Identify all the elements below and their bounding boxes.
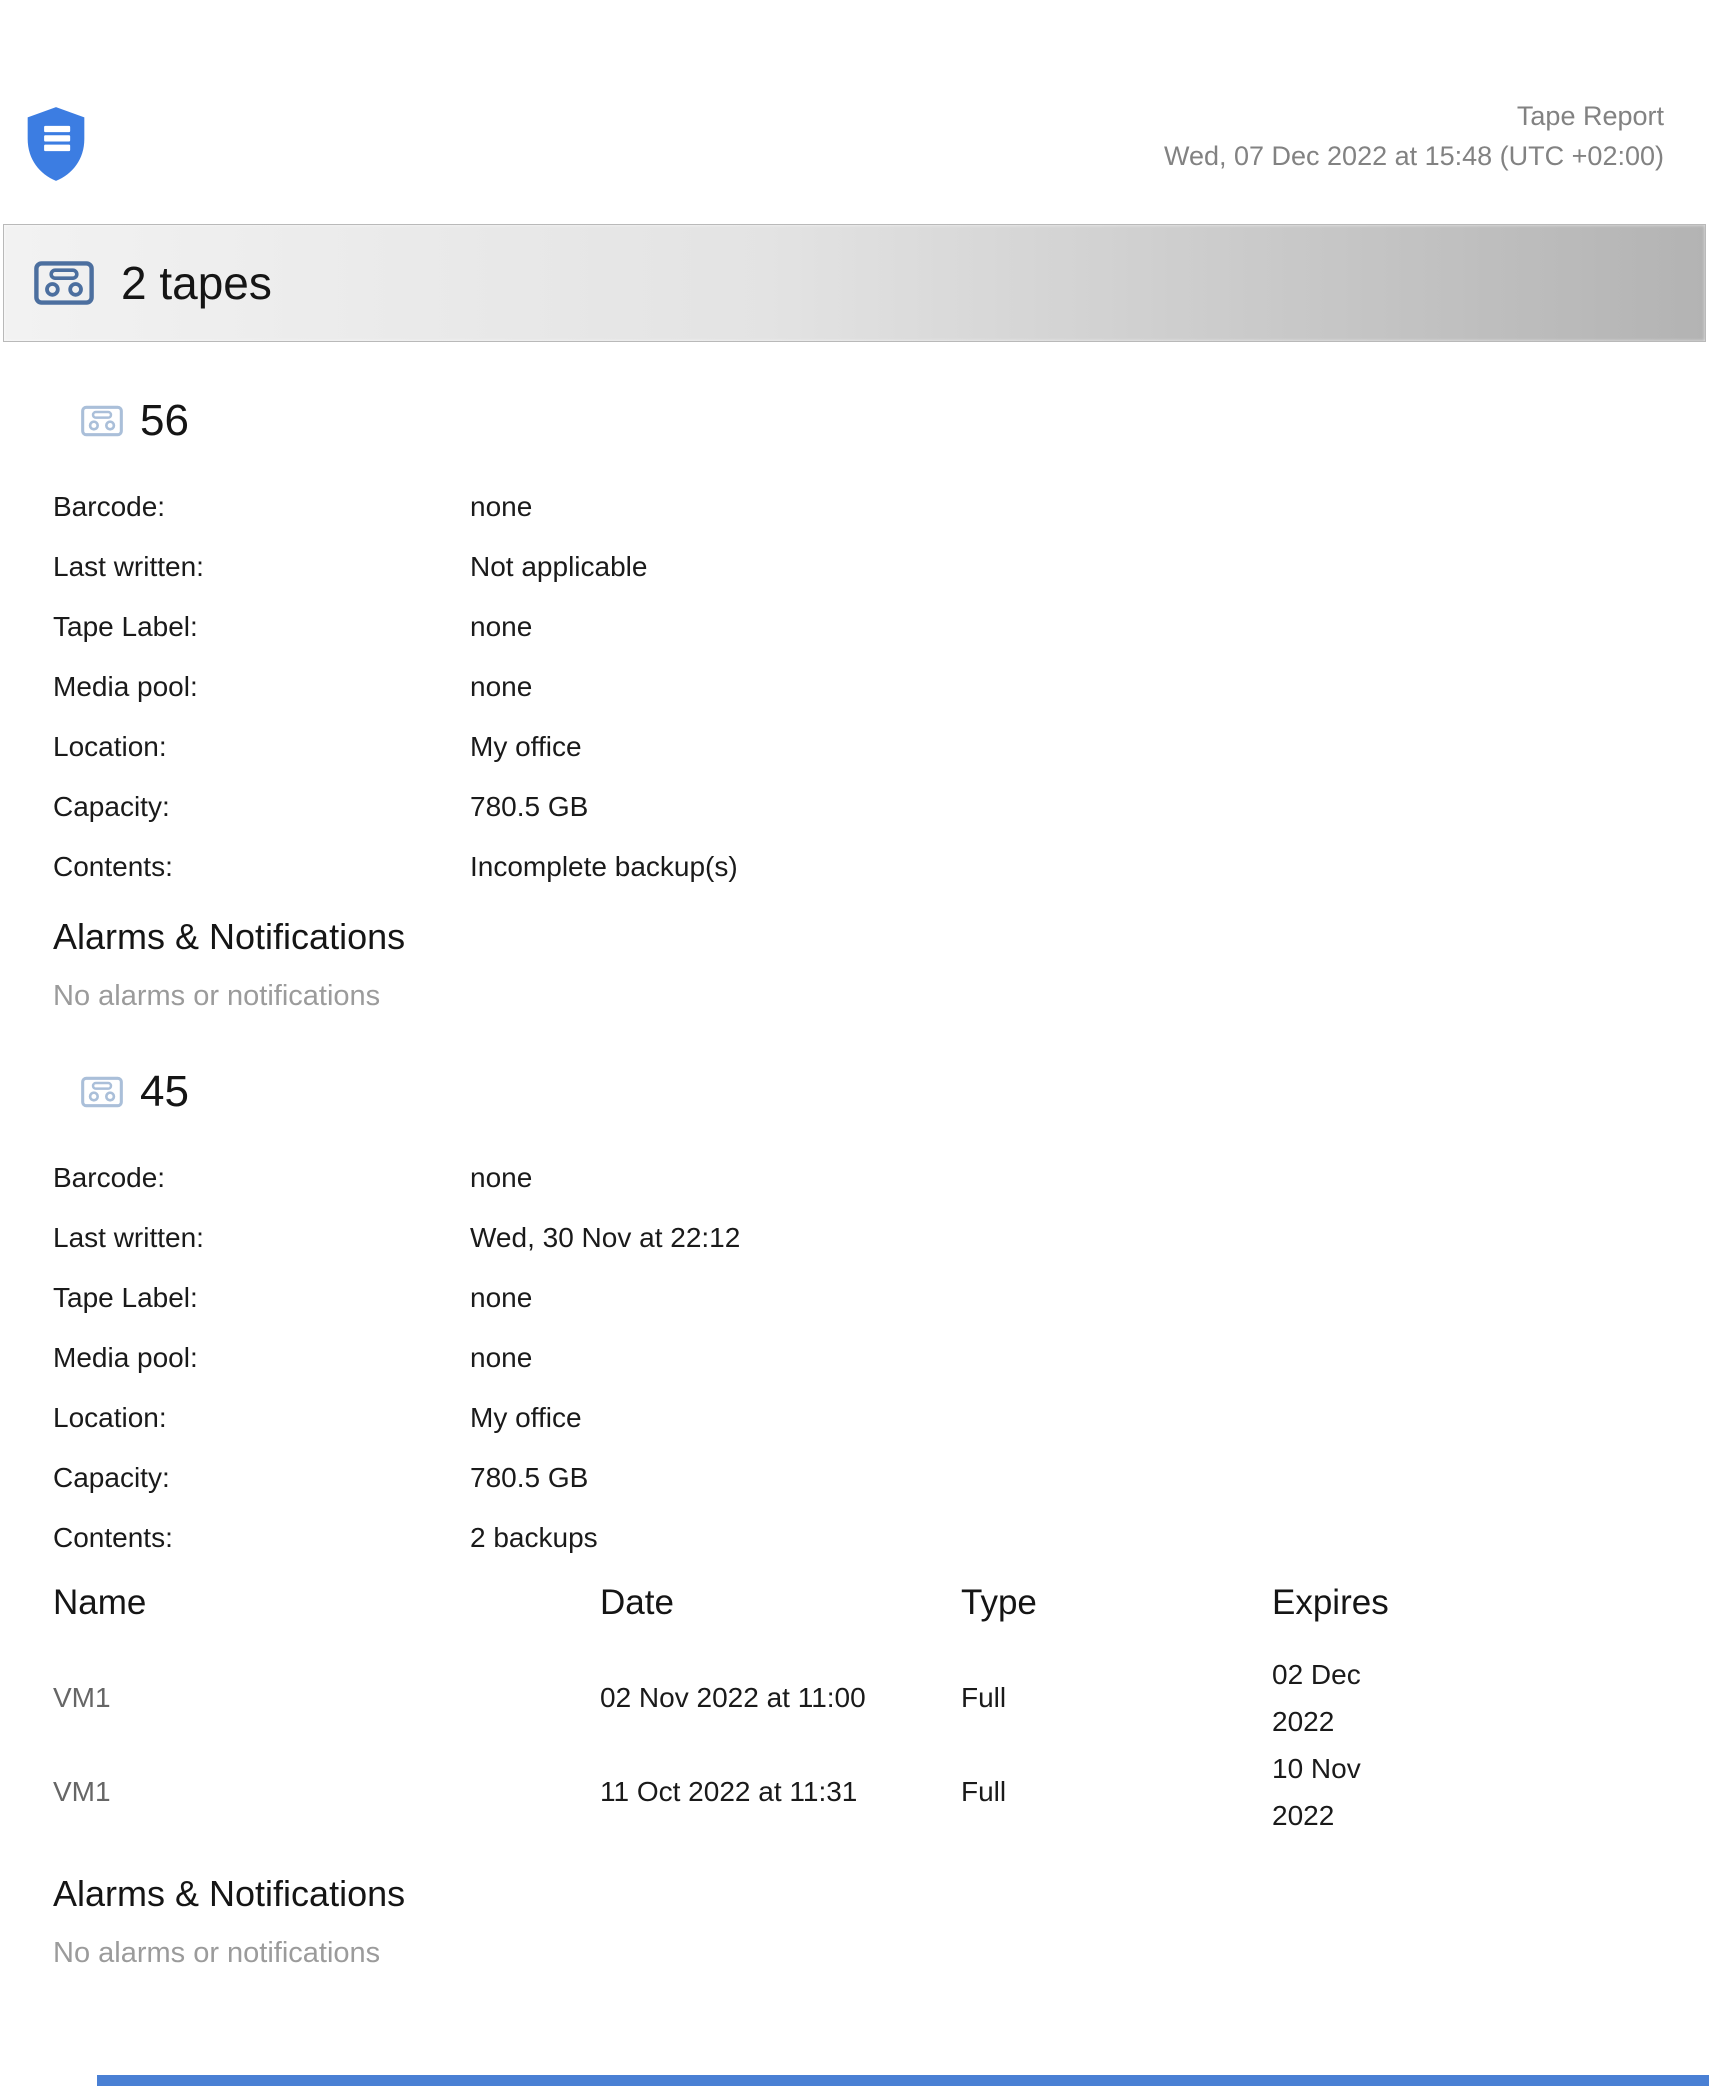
field-label: Media pool: — [53, 1342, 198, 1373]
field-label: Contents: — [53, 851, 173, 882]
shield-icon — [22, 100, 90, 188]
field-row — [53, 672, 1664, 702]
backups-table-header — [53, 1583, 1664, 1623]
tape-section-header — [81, 1067, 1664, 1117]
tapes-count-label: 2 tapes — [121, 257, 272, 309]
field-value: My office — [470, 1402, 582, 1433]
tape-section-45 — [53, 1067, 1664, 1970]
tape-properties — [53, 492, 1664, 882]
field-label: Tape Label: — [53, 1282, 198, 1313]
column-header-name: Name — [53, 1583, 147, 1622]
field-label: Location: — [53, 731, 167, 762]
field-row — [53, 1463, 1664, 1493]
field-label: Capacity: — [53, 791, 170, 822]
backup-expires: 10 Nov 2022 — [1272, 1753, 1361, 1831]
field-label: Location: — [53, 1402, 167, 1433]
field-value: Not applicable — [470, 551, 648, 582]
report-header — [0, 0, 1709, 224]
table-row — [53, 1745, 1664, 1839]
field-label: Capacity: — [53, 1462, 170, 1493]
field-value: Incomplete backup(s) — [470, 851, 738, 882]
field-row — [53, 792, 1664, 822]
field-row — [53, 1163, 1664, 1193]
tape-cassette-icon — [81, 405, 123, 437]
field-row — [53, 1523, 1664, 1553]
field-value: My office — [470, 731, 582, 762]
field-label: Barcode: — [53, 491, 166, 522]
field-value: 2 backups — [470, 1522, 598, 1553]
field-row — [53, 612, 1664, 642]
field-row — [53, 852, 1664, 882]
report-datetime: Wed, 07 Dec 2022 at 15:48 (UTC +02:00) — [1163, 141, 1664, 171]
tape-cassette-icon — [81, 1076, 123, 1108]
field-label: Last written: — [53, 1222, 204, 1253]
field-row — [53, 1343, 1664, 1373]
tape-name: 45 — [140, 1067, 189, 1116]
field-value: none — [470, 1282, 533, 1313]
alarms-heading: Alarms & Notifications — [53, 916, 406, 957]
backup-name: VM1 — [53, 1776, 111, 1807]
column-header-type: Type — [961, 1583, 1037, 1622]
field-value: none — [470, 1342, 533, 1373]
column-header-date: Date — [600, 1583, 674, 1622]
tape-section-56 — [53, 396, 1664, 1013]
backup-type: Full — [961, 1682, 1007, 1713]
field-value: 780.5 GB — [470, 1462, 589, 1493]
alarms-heading: Alarms & Notifications — [53, 1873, 406, 1914]
field-label: Last written: — [53, 551, 204, 582]
backups-table — [53, 1583, 1664, 1839]
column-header-expires: Expires — [1272, 1583, 1389, 1622]
field-value: none — [470, 671, 533, 702]
report-title: Tape Report — [1516, 101, 1664, 131]
tape-name: 56 — [140, 396, 189, 445]
tapes-summary-bar — [3, 224, 1706, 342]
report-meta — [1164, 96, 1664, 176]
field-label: Contents: — [53, 1522, 173, 1553]
field-row — [53, 492, 1664, 522]
backup-name: VM1 — [53, 1682, 111, 1713]
tape-cassette-icon — [34, 260, 94, 306]
field-value: none — [470, 611, 533, 642]
field-row — [53, 552, 1664, 582]
field-label: Tape Label: — [53, 611, 198, 642]
tape-properties — [53, 1163, 1664, 1553]
field-value: none — [470, 1162, 533, 1193]
field-label: Media pool: — [53, 671, 198, 702]
field-row — [53, 1223, 1664, 1253]
alarms-status: No alarms or notifications — [53, 1937, 381, 1969]
backup-type: Full — [961, 1776, 1007, 1807]
field-row — [53, 1283, 1664, 1313]
backup-expires: 02 Dec 2022 — [1272, 1659, 1361, 1737]
table-row — [53, 1651, 1664, 1745]
field-value: 780.5 GB — [470, 791, 589, 822]
report-body — [0, 396, 1709, 1970]
field-label: Barcode: — [53, 1162, 166, 1193]
tape-section-header — [81, 396, 1664, 446]
field-value: Wed, 30 Nov at 22:12 — [470, 1222, 741, 1253]
field-row — [53, 732, 1664, 762]
field-row — [53, 1403, 1664, 1433]
field-value: none — [470, 491, 533, 522]
backup-date: 11 Oct 2022 at 11:31 — [600, 1776, 858, 1807]
footer-accent-bar — [97, 2075, 1709, 2086]
backup-date: 02 Nov 2022 at 11:00 — [600, 1682, 866, 1713]
alarms-status: No alarms or notifications — [53, 980, 381, 1012]
backups-table-body — [53, 1651, 1664, 1839]
